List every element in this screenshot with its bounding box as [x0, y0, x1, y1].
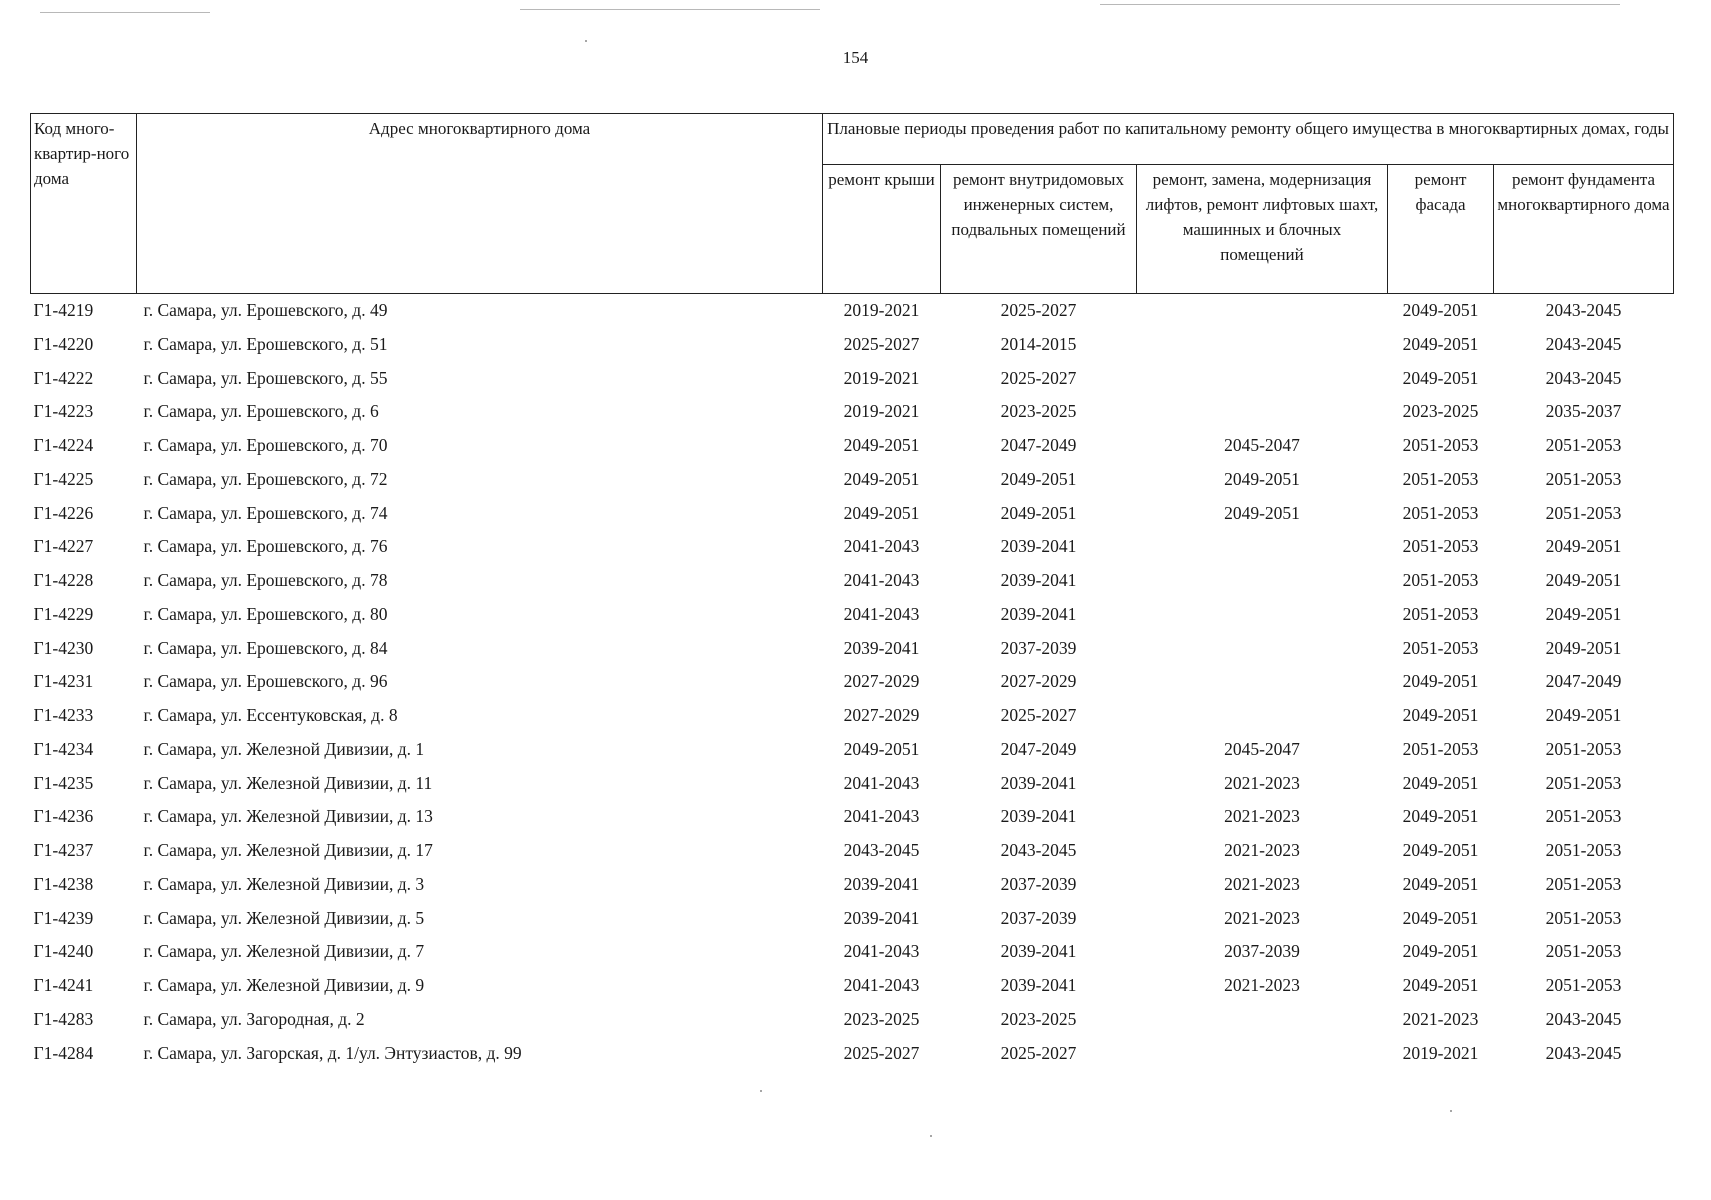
cell-roof: 2041-2043 — [843, 570, 920, 590]
cell-facade: 2049-2051 — [1402, 367, 1479, 388]
cell-facade: 2049-2051 — [1402, 333, 1479, 354]
cell-elevators — [1137, 598, 1388, 632]
header-periods-group: Плановые периоды проведения работ по капитальному ремонту общего имущества в многоквартирных домах, годы — [823, 114, 1674, 165]
cell-foundation: 2049-2051 — [1545, 603, 1622, 624]
cell-code: Г1-4230 — [33, 637, 94, 658]
cell-address: г. Самара, ул. Ерошевского, д. 51 — [143, 333, 388, 354]
table-row — [31, 800, 1674, 834]
table-row — [31, 530, 1674, 564]
table-row — [31, 665, 1674, 699]
table-row — [31, 733, 1674, 767]
cell-engineering: 2043-2045 — [1000, 840, 1077, 860]
cell-foundation: 2051-2053 — [1545, 907, 1622, 928]
table-row — [31, 767, 1674, 801]
cell-roof: 2049-2051 — [843, 435, 920, 455]
cell-code: Г1-4239 — [33, 907, 94, 928]
cell-address: г. Самара, ул. Ерошевского, д. 76 — [143, 536, 388, 557]
cell-elevators — [1137, 328, 1388, 362]
cell-code: Г1-4238 — [33, 873, 94, 894]
cell-engineering: 2025-2027 — [1000, 300, 1077, 320]
cell-elevators — [1137, 632, 1388, 666]
cell-facade: 2051-2053 — [1402, 502, 1479, 523]
cell-foundation: 2049-2051 — [1545, 637, 1622, 658]
table-row — [31, 564, 1674, 598]
cell-address: г. Самара, ул. Ерошевского, д. 49 — [143, 300, 388, 320]
cell-foundation: 2043-2045 — [1545, 300, 1622, 320]
cell-address: г. Самара, ул. Ессентуковская, д. 8 — [143, 705, 398, 725]
cell-engineering: 2023-2025 — [1000, 1008, 1077, 1029]
cell-address: г. Самара, ул. Ерошевского, д. 74 — [143, 502, 388, 523]
cell-facade: 2049-2051 — [1402, 873, 1479, 894]
cell-code: Г1-4219 — [33, 300, 94, 320]
cell-code: Г1-4231 — [33, 671, 94, 692]
cell-code: Г1-4233 — [33, 705, 94, 725]
table-body — [31, 294, 1674, 1071]
cell-address: г. Самара, ул. Железной Дивизии, д. 13 — [143, 806, 433, 827]
cell-foundation: 2051-2053 — [1545, 468, 1622, 489]
cell-foundation: 2051-2053 — [1545, 772, 1622, 793]
cell-facade: 2049-2051 — [1402, 705, 1479, 725]
table-row — [31, 1003, 1674, 1037]
cell-facade: 2051-2053 — [1402, 570, 1479, 590]
cell-code: Г1-4283 — [33, 1008, 94, 1029]
cell-elevators — [1137, 530, 1388, 564]
cell-roof: 2019-2021 — [843, 401, 920, 422]
cell-roof: 2019-2021 — [843, 300, 920, 320]
scan-speck — [760, 1090, 762, 1092]
cell-address: г. Самара, ул. Железной Дивизии, д. 7 — [143, 941, 425, 962]
cell-address: г. Самара, ул. Ерошевского, д. 96 — [143, 671, 388, 692]
cell-foundation: 2047-2049 — [1545, 671, 1622, 692]
cell-roof: 2049-2051 — [843, 738, 920, 759]
cell-foundation: 2051-2053 — [1545, 840, 1622, 860]
cell-facade: 2019-2021 — [1402, 1042, 1479, 1063]
cell-foundation: 2051-2053 — [1545, 806, 1622, 827]
table-row — [31, 902, 1674, 936]
cell-facade: 2021-2023 — [1402, 1008, 1479, 1029]
header-facade: ремонт фасада — [1388, 165, 1494, 294]
cell-facade: 2049-2051 — [1402, 907, 1479, 928]
cell-roof: 2039-2041 — [843, 907, 920, 928]
cell-foundation: 2049-2051 — [1545, 570, 1622, 590]
cell-elevators: 2021-2023 — [1224, 772, 1300, 793]
cell-address: г. Самара, ул. Ерошевского, д. 84 — [143, 637, 388, 658]
cell-foundation: 2051-2053 — [1545, 502, 1622, 523]
table-row — [31, 362, 1674, 396]
cell-foundation: 2049-2051 — [1545, 536, 1622, 557]
cell-roof: 2027-2029 — [843, 671, 920, 692]
cell-facade: 2049-2051 — [1402, 300, 1479, 320]
cell-code: Г1-4241 — [33, 975, 94, 995]
cell-address: г. Самара, ул. Ерошевского, д. 72 — [143, 468, 388, 489]
table-row — [31, 598, 1674, 632]
cell-engineering: 2037-2039 — [1000, 907, 1077, 928]
table-row — [31, 868, 1674, 902]
cell-address: г. Самара, ул. Ерошевского, д. 80 — [143, 603, 388, 624]
cell-roof: 2023-2025 — [843, 1008, 920, 1029]
cell-engineering: 2023-2025 — [1000, 401, 1077, 422]
cell-roof: 2039-2041 — [843, 637, 920, 658]
cell-code: Г1-4227 — [33, 536, 94, 557]
cell-engineering: 2049-2051 — [1000, 468, 1077, 489]
cell-roof: 2049-2051 — [843, 502, 920, 523]
cell-foundation: 2043-2045 — [1545, 367, 1622, 388]
scan-artifact — [520, 9, 820, 10]
scan-speck — [1450, 1110, 1452, 1112]
cell-address: г. Самара, ул. Железной Дивизии, д. 1 — [143, 738, 425, 759]
cell-foundation: 2043-2045 — [1545, 333, 1622, 354]
table-row — [31, 463, 1674, 497]
cell-elevators — [1137, 1037, 1388, 1071]
cell-engineering: 2025-2027 — [1000, 367, 1077, 388]
cell-code: Г1-4237 — [33, 840, 94, 860]
cell-engineering: 2039-2041 — [1000, 536, 1077, 557]
cell-code: Г1-4284 — [33, 1042, 94, 1063]
cell-foundation: 2051-2053 — [1545, 975, 1622, 995]
cell-facade: 2049-2051 — [1402, 975, 1479, 995]
table-row — [31, 429, 1674, 463]
cell-facade: 2051-2053 — [1402, 738, 1479, 759]
cell-facade: 2051-2053 — [1402, 435, 1479, 455]
cell-code: Г1-4223 — [33, 401, 94, 422]
cell-elevators — [1137, 294, 1388, 328]
cell-engineering: 2037-2039 — [1000, 637, 1077, 658]
cell-facade: 2049-2051 — [1402, 671, 1479, 692]
cell-facade: 2023-2025 — [1402, 401, 1479, 422]
cell-engineering: 2039-2041 — [1000, 772, 1077, 793]
cell-foundation: 2043-2045 — [1545, 1008, 1622, 1029]
cell-foundation: 2051-2053 — [1545, 873, 1622, 894]
cell-engineering: 2025-2027 — [1000, 1042, 1077, 1063]
cell-engineering: 2039-2041 — [1000, 941, 1077, 962]
cell-address: г. Самара, ул. Ерошевского, д. 70 — [143, 435, 388, 455]
table-row — [31, 395, 1674, 429]
header-foundation: ремонт фундамента многоквартирного дома — [1494, 165, 1674, 294]
cell-facade: 2049-2051 — [1402, 941, 1479, 962]
scan-speck — [585, 40, 587, 42]
table-row — [31, 1037, 1674, 1071]
cell-elevators: 2021-2023 — [1224, 975, 1300, 995]
cell-facade: 2049-2051 — [1402, 806, 1479, 827]
cell-address: г. Самара, ул. Загородная, д. 2 — [143, 1008, 365, 1029]
table-row — [31, 969, 1674, 1003]
cell-elevators: 2037-2039 — [1224, 941, 1300, 962]
cell-code: Г1-4236 — [33, 806, 94, 827]
scan-artifact — [40, 12, 210, 13]
cell-elevators: 2021-2023 — [1224, 907, 1300, 928]
cell-elevators — [1137, 564, 1388, 598]
cell-roof: 2049-2051 — [843, 468, 920, 489]
cell-address: г. Самара, ул. Железной Дивизии, д. 3 — [143, 873, 425, 894]
cell-address: г. Самара, ул. Загорская, д. 1/ул. Энтузиастов, д. 99 — [143, 1042, 522, 1063]
cell-elevators: 2049-2051 — [1224, 468, 1300, 489]
cell-code: Г1-4222 — [33, 367, 94, 388]
table-row — [31, 328, 1674, 362]
cell-elevators — [1137, 699, 1388, 733]
cell-engineering: 2025-2027 — [1000, 705, 1077, 725]
cell-roof: 2043-2045 — [843, 840, 920, 860]
cell-address: г. Самара, ул. Железной Дивизии, д. 11 — [143, 772, 433, 793]
cell-elevators: 2045-2047 — [1224, 738, 1300, 759]
cell-facade: 2051-2053 — [1402, 468, 1479, 489]
cell-foundation: 2051-2053 — [1545, 738, 1622, 759]
cell-code: Г1-4225 — [33, 468, 94, 489]
cell-elevators — [1137, 665, 1388, 699]
scan-artifact — [1100, 4, 1620, 5]
header-code: Код много-квартир-ного дома — [31, 114, 137, 294]
cell-engineering: 2037-2039 — [1000, 873, 1077, 894]
cell-address: г. Самара, ул. Железной Дивизии, д. 17 — [143, 840, 433, 860]
cell-code: Г1-4224 — [33, 435, 94, 455]
cell-roof: 2025-2027 — [843, 1042, 920, 1063]
cell-code: Г1-4220 — [33, 333, 94, 354]
cell-address: г. Самара, ул. Ерошевского, д. 55 — [143, 367, 388, 388]
cell-facade: 2051-2053 — [1402, 536, 1479, 557]
cell-engineering: 2039-2041 — [1000, 975, 1077, 995]
cell-foundation: 2035-2037 — [1545, 401, 1622, 422]
cell-elevators — [1137, 362, 1388, 396]
table-row — [31, 497, 1674, 531]
cell-roof: 2041-2043 — [843, 603, 920, 624]
cell-code: Г1-4226 — [33, 502, 94, 523]
cell-foundation: 2051-2053 — [1545, 435, 1622, 455]
capital-repair-table — [30, 113, 1674, 1070]
cell-elevators: 2045-2047 — [1224, 435, 1300, 455]
cell-engineering: 2047-2049 — [1000, 435, 1077, 455]
cell-foundation: 2049-2051 — [1545, 705, 1622, 725]
cell-roof: 2027-2029 — [843, 705, 920, 725]
cell-facade: 2049-2051 — [1402, 772, 1479, 793]
cell-code: Г1-4235 — [33, 772, 94, 793]
cell-elevators: 2021-2023 — [1224, 806, 1300, 827]
cell-engineering: 2027-2029 — [1000, 671, 1077, 692]
cell-engineering: 2039-2041 — [1000, 570, 1077, 590]
header-engineering: ремонт внутридомовых инженерных систем, подвальных помещений — [941, 165, 1137, 294]
cell-elevators: 2049-2051 — [1224, 502, 1300, 523]
cell-roof: 2041-2043 — [843, 536, 920, 557]
cell-roof: 2025-2027 — [843, 333, 920, 354]
table-row — [31, 699, 1674, 733]
cell-code: Г1-4234 — [33, 738, 94, 759]
cell-address: г. Самара, ул. Ерошевского, д. 6 — [143, 401, 379, 422]
cell-roof: 2041-2043 — [843, 941, 920, 962]
header-roof: ремонт крыши — [823, 165, 941, 294]
cell-foundation: 2043-2045 — [1545, 1042, 1622, 1063]
cell-address: г. Самара, ул. Ерошевского, д. 78 — [143, 570, 388, 590]
cell-facade: 2051-2053 — [1402, 603, 1479, 624]
header-address: Адрес многоквартирного дома — [137, 114, 823, 294]
cell-elevators: 2021-2023 — [1224, 840, 1300, 860]
scan-speck — [930, 1135, 932, 1137]
table-row — [31, 294, 1674, 328]
cell-roof: 2039-2041 — [843, 873, 920, 894]
cell-engineering: 2014-2015 — [1000, 333, 1077, 354]
cell-roof: 2041-2043 — [843, 806, 920, 827]
table-row — [31, 632, 1674, 666]
cell-engineering: 2039-2041 — [1000, 603, 1077, 624]
cell-foundation: 2051-2053 — [1545, 941, 1622, 962]
cell-address: г. Самара, ул. Железной Дивизии, д. 9 — [143, 975, 425, 995]
header-elevators: ремонт, замена, модернизация лифтов, ремонт лифтовых шахт, машинных и блочных помещений — [1137, 165, 1388, 294]
cell-engineering: 2039-2041 — [1000, 806, 1077, 827]
cell-elevators — [1137, 1003, 1388, 1037]
cell-engineering: 2049-2051 — [1000, 502, 1077, 523]
cell-code: Г1-4229 — [33, 603, 94, 624]
cell-code: Г1-4240 — [33, 941, 94, 962]
cell-facade: 2049-2051 — [1402, 840, 1479, 860]
cell-roof: 2041-2043 — [843, 975, 920, 995]
cell-engineering: 2047-2049 — [1000, 738, 1077, 759]
cell-facade: 2051-2053 — [1402, 637, 1479, 658]
table-row — [31, 935, 1674, 969]
table-row — [31, 834, 1674, 868]
page-number: 154 — [842, 48, 869, 67]
cell-elevators — [1137, 395, 1388, 429]
cell-elevators: 2021-2023 — [1224, 873, 1300, 894]
cell-code: Г1-4228 — [33, 570, 94, 590]
cell-address: г. Самара, ул. Железной Дивизии, д. 5 — [143, 907, 425, 928]
cell-roof: 2041-2043 — [843, 772, 920, 793]
cell-roof: 2019-2021 — [843, 367, 920, 388]
